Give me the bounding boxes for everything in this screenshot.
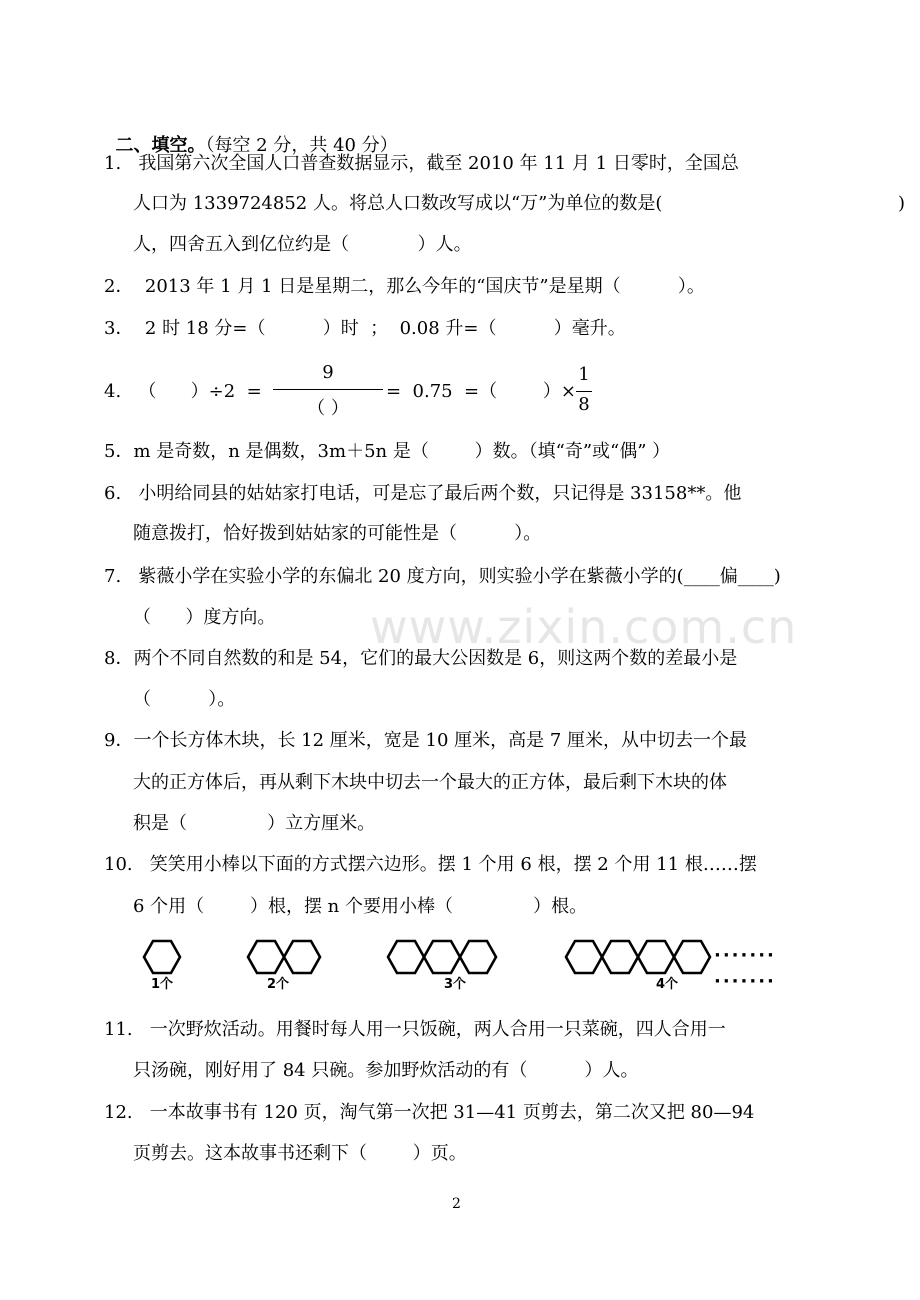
hexagon-shape xyxy=(424,941,460,973)
section-title: 二、填空。 xyxy=(115,135,206,156)
q9-line1: 9．一个长方体木块，长 12 厘米，宽是 10 厘米，高是 7 厘米，从中切去一个最 xyxy=(104,730,748,751)
q8-line2: （ ）。 xyxy=(133,689,236,710)
q6-line1: 6. 小明给同县的姑姑家打电话，可是忘了最后两个数，只记得是 33158**。他 xyxy=(104,483,742,504)
q11-line2: 只汤碗，刚好用了 84 只碗。参加野炊活动的有（ ）人。 xyxy=(133,1060,639,1081)
q6-line2: 随意拨打，恰好拨到姑姑家的可能性是（ ）。 xyxy=(133,523,542,544)
q11-line1: 11. 一次野炊活动。用餐时每人用一只饭碗，两人合用一只菜碗，四人合用一 xyxy=(104,1019,726,1040)
q4-fraction2-numerator: 1 xyxy=(578,364,590,385)
q1-line1: 1. 我国第六次全国人口普查数据显示，截至 2010 年 11 月 1 日零时，全国总 xyxy=(104,153,739,174)
hexagon-pattern-figure xyxy=(130,925,810,1000)
continuation-dots-top: ······· xyxy=(714,945,776,966)
continuation-dots-bottom: ······· xyxy=(714,971,776,992)
q2: 2． 2013 年 1 月 1 日是星期二，那么今年的“国庆节”是星期（ ）。 xyxy=(104,276,705,297)
figure-label-2: 2个 xyxy=(267,977,290,992)
hexagon-shape xyxy=(460,941,496,973)
hexagon-shape xyxy=(638,941,674,973)
q3: 3． 2 时 18 分=（ ）时 ； 0.08 升=（ ）毫升。 xyxy=(104,318,626,339)
q1-line3: 人，四舍五入到亿位约是（ ）人。 xyxy=(133,234,472,255)
hexagon-shape xyxy=(388,941,424,973)
q7-line2: （ ）度方向。 xyxy=(133,607,276,628)
q4-fraction2-denominator: 8 xyxy=(578,394,590,415)
watermark: www.zixin.com.cn xyxy=(370,600,798,654)
figure-label-3: 3个 xyxy=(444,977,467,992)
hexagon-shape xyxy=(248,941,284,973)
figure-label-1: 1个 xyxy=(151,977,174,992)
q12-line2: 页剪去。这本故事书还剩下（ ）页。 xyxy=(133,1143,467,1164)
hexagon-shape xyxy=(674,941,710,973)
section-rule: （每空 2 分，共 40 分） xyxy=(205,135,398,156)
hexagon-shape xyxy=(284,941,320,973)
q4-fraction-denominator: （ ） xyxy=(307,398,349,419)
q12-line1: 12. 一本故事书有 120 页，淘气第一次把 31—41 页剪去，第二次又把 80—94 xyxy=(104,1102,755,1123)
q9-line3: 积是（ ）立方厘米。 xyxy=(133,813,376,834)
section-heading xyxy=(104,110,398,158)
q4-fraction-bar xyxy=(273,389,383,390)
hexagon-shape xyxy=(602,941,638,973)
hexagon-shape xyxy=(144,941,180,973)
q4-left: 4. （ ）÷2 = xyxy=(104,381,262,402)
q9-line2: 大的正方体后，再从剩下木块中切去一个最大的正方体，最后剩下木块的体 xyxy=(133,772,727,793)
page-number: 2 xyxy=(452,1196,461,1212)
q4-fraction-numerator: 9 xyxy=(322,362,334,383)
q7-line1: 7. 紫薇小学在实验小学的东偏北 20 度方向，则实验小学在紫薇小学的(____偏____) xyxy=(104,566,781,587)
q1-line2-close: ) xyxy=(898,193,906,214)
q4-right: = 0.75 =（ ）× xyxy=(386,381,576,402)
q10-line1: 10. 笑笑用小棒以下面的方式摆六边形。摆 1 个用 6 根，摆 2 个用 11 根……摆 xyxy=(104,854,757,875)
q1-line2: 人口为 1339724852 人。将总人口数改写成以“万”为单位的数是( xyxy=(133,193,663,214)
q5: 5．m 是奇数，n 是偶数，3m＋5n 是（ ）数。（填“奇”或“偶” ） xyxy=(104,441,671,462)
figure-label-4: 4个 xyxy=(656,977,679,992)
q8-line1: 8．两个不同自然数的和是 54，它们的最大公因数是 6，则这两个数的差最小是 xyxy=(104,648,738,669)
q10-line2: 6 个用（ ）根，摆 n 个要用小棒（ ）根。 xyxy=(133,896,588,917)
q4-fraction2-bar xyxy=(576,391,592,392)
hexagon-shape xyxy=(566,941,602,973)
